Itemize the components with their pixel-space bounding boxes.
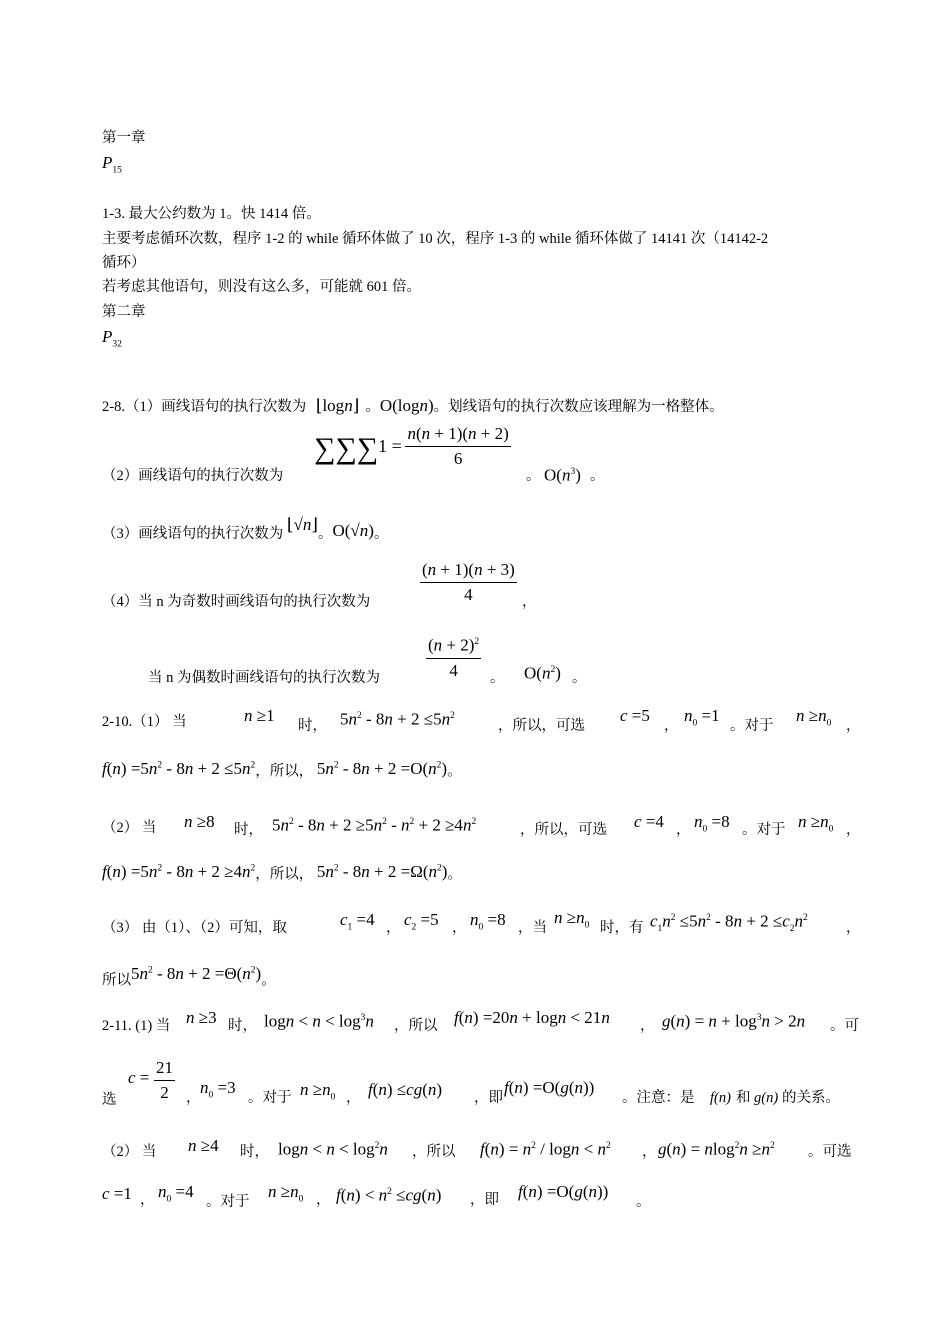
formula-floor-sqrt-n: ⌊√n⌋ xyxy=(286,515,318,534)
answer-2-10-1: 2-10.（1） 当 n ≥1 时， $5n^2 - 8n + 2 \le 5n^2$ ，所以，可选 c =5 ， $n_0 =1$ 。对于 $n \ge n_0$ ， xyxy=(102,706,861,734)
answer-1-3-explain: 主要考虑循环次数，程序 1-2 的 while 循环体做了 10 次，程序 1-3 的 while 循环体做了 14141 次（14142-2 xyxy=(102,231,769,247)
answer-1-3-note: 若考虑其他语句，则没有这么多，可能就 601 倍。 xyxy=(102,279,421,295)
answer-2-10-3: （3） 由（1）、（2）可知，取 $c_1 =4$ ， $c_2 =5$ ， $n_0 =8$ ，当 $n \ge n_0$ 时，有 $c_1n^2 \le 5n^2 - 8n + 2 \le c_2n^2$ ， xyxy=(102,908,861,936)
formula-floor-logn: ⌊logn⌋ xyxy=(315,396,360,415)
formula-odd-count: $\frac{(n + 1)(n + 3)}{4}$ xyxy=(422,560,515,604)
answer-2-11-1: 2-11. (1) 当 n ≥3 时， $\log n < n < \log^3n$ ，所以 f(n) =20n + logn < 21n ， $g(n) = n + \log^3n > 2n$ 。可 xyxy=(102,1008,859,1034)
answer-2-8-3: （3）画线语句的执行次数为 ⌊√n⌋。O(√n)。 xyxy=(102,515,389,542)
answer-2-10-2-conclusion: $f(n) =5n^2 - 8n + 2 \ge 4n^2$，所以， $5n^2 - 8n + 2 =\Omega(n^2)$。 xyxy=(102,861,462,883)
answer-2-8-2: （2）画线语句的执行次数为 ∑∑∑1 = $\frac{n(n + 1)(n + 2)}{6}$ 。 $O(n^3)$ 。 xyxy=(102,424,605,485)
answer-1-3-explain-cont: 循环） xyxy=(102,255,146,271)
answer-2-11-1-choose: 选 c = $\frac{21}{2}$ ， $n_0 =3$ 。对于 $n \ge n_0$ ， f(n) ≤cg(n) ，即 f(n) =O(g(n)) 。注意：是 f(n) 和 g(n) 的关系。 xyxy=(102,1058,840,1108)
answer-2-11-2: （2） 当 n ≥4 时， $\log n < n < \log^2n$ ，所以 $f(n) = n^2 / \log n < n^2$ ， $g(n) = nlog^2n \ge n^2$ 。可选 xyxy=(102,1136,852,1160)
answer-2-10-3-conclusion: 所以$5n^2 - 8n + 2 =\Theta(n^2)$。 xyxy=(102,963,276,989)
answer-1-3: 1-3. 最大公约数为 1。快 1414 倍。 xyxy=(102,206,321,222)
page-ref-32: $P_{32}$ xyxy=(102,327,122,350)
page-ref-15: $P_{15}$ xyxy=(102,153,122,176)
answer-2-10-1-conclusion: $f(n) =5n^2 - 8n + 2 \le 5n^2$，所以， $5n^2 - 8n + 2 =O(n^2)$。 xyxy=(102,758,462,780)
formula-big-o-sqrt-n: O(√n) xyxy=(332,521,374,540)
chapter-1-title: 第一章 xyxy=(102,130,146,146)
formula-even-count: $\frac{(n + 2)^2}{4}$ xyxy=(426,632,481,681)
answer-2-8-1: 2-8.（1）画线语句的执行次数为 ⌊logn⌋ 。O(logn)。划线语句的执行次数应该理解为一格整体。 xyxy=(102,396,724,415)
answer-2-10-2: （2） 当 n ≥8 时， $5n^2 - 8n + 2 \ge 5n^2 - n^2 + 2 \ge 4n^2$ ，所以，可选 c =4 ， $n_0 =8$ 。对于 $n \ge n_0$ ， xyxy=(102,812,861,838)
answer-2-8-4: （4）当 n 为奇数时画线语句的执行次数为 $\frac{(n + 1)(n + 3)}{4}$ ， xyxy=(102,560,537,610)
formula-big-o-n2: $O(n^2)$ xyxy=(524,663,561,683)
formula-big-o-logn: O(logn) xyxy=(379,396,434,415)
answer-2-8-5: 当 n 为偶数时画线语句的执行次数为 $\frac{(n + 2)^2}{4}$ 。 $O(n^2)$ 。 xyxy=(148,632,380,684)
chapter-2-title: 第二章 xyxy=(102,304,146,320)
formula-big-o-n3: $O(n^3)$ xyxy=(544,465,581,485)
formula-triple-sum: ∑∑∑1 = $\frac{n(n + 1)(n + 2)}{6}$ xyxy=(314,424,509,468)
